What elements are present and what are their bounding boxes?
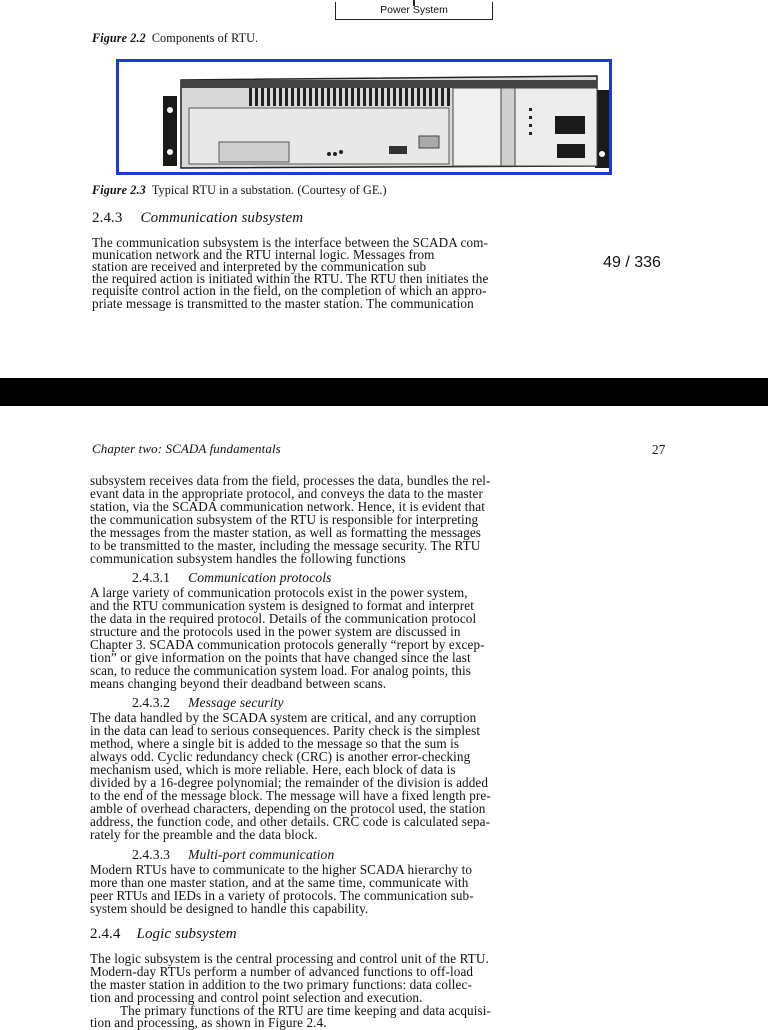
page-number: 27 (652, 442, 666, 457)
running-head: Chapter two: SCADA fundamentals (92, 441, 281, 456)
body-line: priate message is transmitted to the master station. The communication (92, 296, 474, 311)
body-line: communication subsystem handles the following functions (90, 551, 406, 566)
body-line: station are received and interpreted by the communication sub (92, 259, 427, 274)
rtu-device-image (119, 62, 609, 172)
figure-caption-text: Components of RTU. (151, 31, 259, 45)
section-title: Logic subsystem (136, 926, 237, 942)
body-line: and the RTU communication system is designed to format and interpret (90, 598, 474, 613)
body-line: station, via the SCADA communication network. Hence, it is evident that (90, 499, 485, 514)
body-line: to be transmitted to the master, including the message security. The RTU (90, 538, 481, 553)
body-line: amble of overhead characters, depending on the protocol used, the station (90, 801, 486, 816)
body-line: the data in the required protocol. Details of the communication protocol (90, 611, 477, 626)
body-line: munication network and the RTU internal logic. Messages from (92, 247, 435, 262)
subsection-number: 2.4.3.2 (132, 695, 171, 710)
body-line: The communication subsystem is the interface between the SCADA com- (92, 235, 489, 250)
figure-2-3-caption (92, 184, 387, 197)
body-line: The logic subsystem is the central processing and control unit of the RTU. (90, 951, 489, 966)
body-line: requisite control action in the field, on the completion of which an appro- (92, 283, 487, 298)
rtu-photo (116, 59, 612, 175)
body-line: the communication subsystem of the RTU is responsible for interpreting (90, 512, 479, 527)
body-line: Modern RTUs have to communicate to the higher SCADA hierarchy to (90, 862, 473, 877)
figure-caption-text: Typical RTU in a substation. (Courtesy of GE.) (151, 183, 387, 197)
power-system-box: Power System (335, 2, 493, 20)
body-line: method, where a single bit is added to the message so that the sum is (90, 736, 460, 751)
section-heading-2-4-3 (92, 212, 303, 225)
body-line: scan, to reduce the communication system load. For analog points, this (90, 663, 471, 678)
body-line: the master station in addition to the two primary functions: data collec- (90, 977, 472, 992)
figure-label: Figure 2.3 (92, 183, 146, 197)
subsection-heading-2-4-3-1 (132, 571, 332, 584)
section-heading-2-4-4 (90, 928, 237, 941)
section-number: 2.4.4 (90, 926, 121, 942)
body-line: A large variety of communication protocols exist in the power system, (90, 585, 468, 600)
figure-2-2-caption (92, 32, 258, 45)
figure-label: Figure 2.2 (92, 31, 146, 45)
body-line: structure and the protocols used in the power system are discussed in (90, 624, 461, 639)
body-line: Modern-day RTUs perform a number of advanced functions to off-load (90, 964, 474, 979)
page-counter: 49 / 336 (566, 252, 698, 274)
body-line: to the end of the message block. The message will have a fixed length pre- (90, 788, 491, 803)
body-line: The data handled by the SCADA system are critical, and any corruption (90, 710, 477, 725)
subsection-title: Multi-port communication (188, 847, 335, 862)
body-line: address, the function code, and other details. CRC code is calculated sepa- (90, 814, 491, 829)
body-line: The primary functions of the RTU are time keeping and data acquisi- (120, 1003, 492, 1018)
body-line: Chapter 3. SCADA communication protocols generally “report by excep- (90, 637, 485, 652)
body-line: rately for the preamble and the data block. (90, 827, 318, 842)
body-line: divided by a 16-degree polynomial; the remainder of the division is added (90, 775, 489, 790)
subsection-number: 2.4.3.1 (132, 570, 171, 585)
body-line: in the data can lead to serious consequences. Parity check is the simplest (90, 723, 481, 738)
body-line: subsystem receives data from the field, processes the data, bundles the rel- (90, 473, 491, 488)
body-line: means changing beyond their deadband between scans. (90, 676, 387, 691)
subsection-title: Message security (188, 695, 284, 710)
section-title: Communication subsystem (140, 210, 304, 226)
body-line: tion and processing, as shown in Figure 2.4. (90, 1015, 327, 1030)
body-line: more than one master station, and at the same time, communicate with (90, 875, 469, 890)
body-line: peer RTUs and IEDs in a variety of protocols. The communication sub- (90, 888, 474, 903)
body-line: system should be designed to handle this capability. (90, 901, 369, 916)
page-divider (0, 378, 768, 406)
subsection-heading-2-4-3-2 (132, 696, 284, 709)
body-line: tion and processing and control point selection and execution. (90, 990, 423, 1005)
subsection-title: Communication protocols (188, 570, 332, 585)
section-number: 2.4.3 (92, 210, 123, 226)
subsection-number: 2.4.3.3 (132, 847, 171, 862)
body-line: the required action is initiated within the RTU. The RTU then initiates the (92, 271, 489, 286)
body-line: always odd. Cyclic redundancy check (CRC) is another error-checking (90, 749, 471, 764)
body-line: the messages from the master station, as well as formatting the messages (90, 525, 482, 540)
body-line: tion” or give information on the points that have changed since the last (90, 650, 471, 665)
body-line: evant data in the appropriate protocol, and conveys the data to the master (90, 486, 483, 501)
subsection-heading-2-4-3-3 (132, 848, 334, 861)
body-line: mechanism used, which is more reliable. Here, each block of data is (90, 762, 456, 777)
